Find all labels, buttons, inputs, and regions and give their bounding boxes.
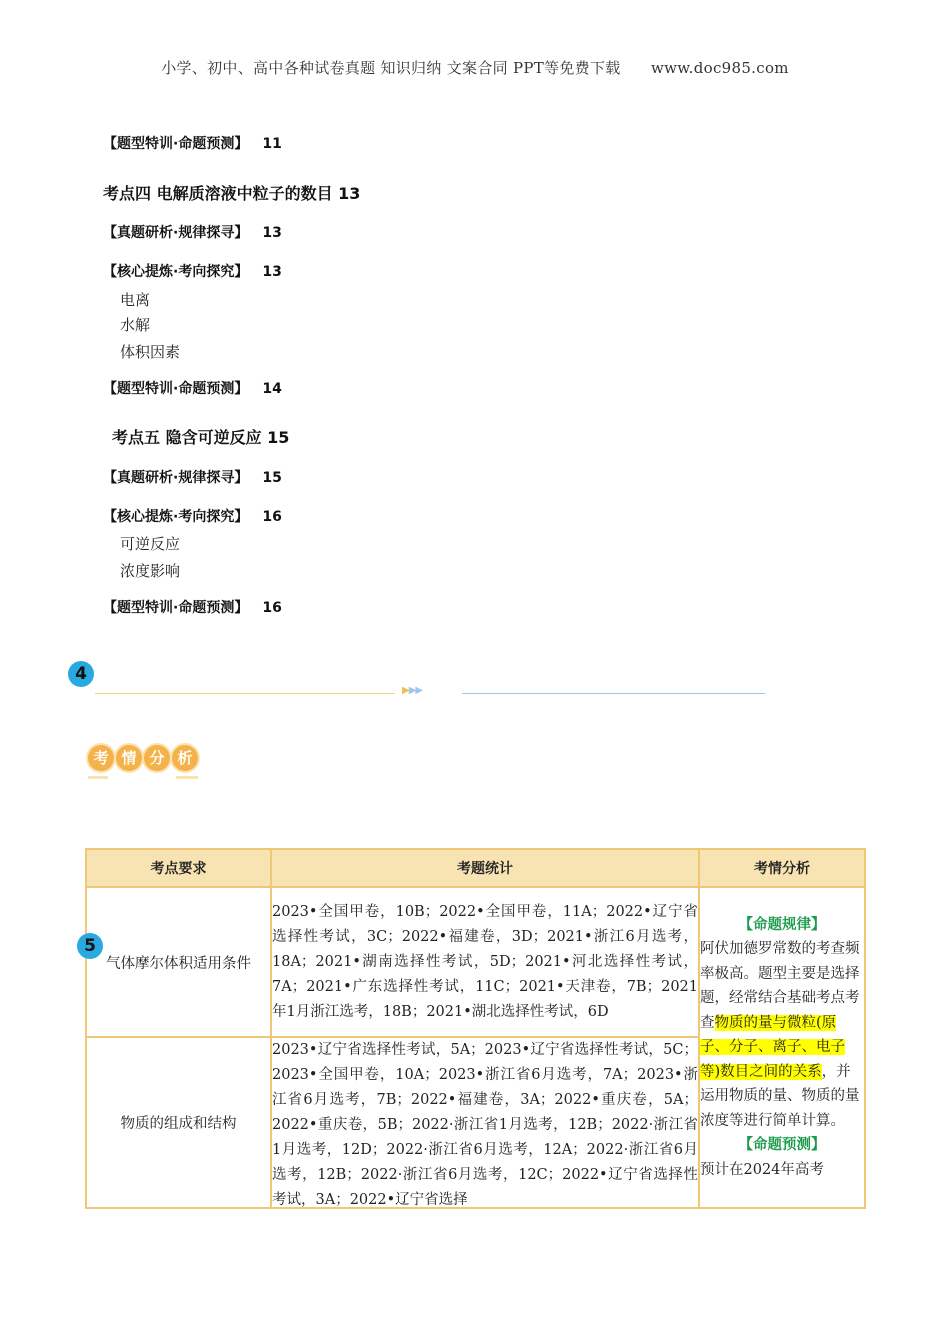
badge-char: 分	[144, 745, 170, 771]
toc-page: 16	[262, 600, 282, 616]
page-header	[0, 57, 950, 78]
toc-subitem[interactable]: 水解	[120, 316, 151, 334]
toc-item[interactable]	[103, 467, 282, 487]
toc-item[interactable]	[103, 506, 282, 526]
toc-item[interactable]	[103, 133, 282, 153]
toc-subitem[interactable]: 体积因素	[120, 343, 181, 361]
header-text: 小学、初中、高中各种试卷真题 知识归纳 文案合同 PPT等免费下载	[161, 59, 621, 77]
column-header: 考情分析	[699, 849, 865, 887]
badge-char: 析	[172, 745, 198, 771]
toc-section-label: 考点五 隐含可逆反应	[112, 428, 262, 447]
toc-item[interactable]	[103, 597, 282, 617]
toc-subitem[interactable]: 电离	[120, 291, 151, 309]
stats-text: 2023•辽宁省选择性考试，5A；2023•辽宁省选择性考试，5C；2023•全国甲卷，10A；2023•浙江省6月选考，7A；2023•浙江省6月选考，7B；2022•福建卷，3A；2022•重庆卷，5A；2022•重庆卷，5B；2022·浙江省1月选考，12B；2022·浙江省1月选考，12D；2022·浙江省6月选考，12A；2022·浙江省6月选考，12B；2022·浙江省6月选考，12C；2022•辽宁省选择性考试，3A；2022•辽宁省选择	[272, 1042, 698, 1207]
toc-page: 16	[262, 509, 282, 525]
toc-label: 【题型特训·命题预测】	[103, 600, 249, 616]
stats-cell	[271, 1037, 699, 1208]
toc-label: 【题型特训·命题预测】	[103, 136, 249, 152]
toc-section-4[interactable]	[103, 181, 360, 204]
section-badge	[88, 745, 198, 775]
divider-right	[462, 693, 765, 694]
toc-label: 【真题研析·规律探寻】	[103, 225, 249, 241]
badge-char: 情	[116, 745, 142, 771]
toc-item[interactable]	[103, 222, 282, 242]
predict-text: 预计在2024年高考	[700, 1161, 824, 1178]
toc-page: 15	[262, 470, 282, 486]
toc-page: 13	[262, 225, 282, 241]
table-header-row	[86, 849, 865, 887]
toc-subitem[interactable]: 可逆反应	[120, 535, 181, 553]
toc-label: 【真题研析·规律探寻】	[103, 470, 249, 486]
toc-section-5[interactable]	[112, 425, 289, 448]
divider-left	[95, 693, 395, 694]
stats-cell: 2023•全国甲卷，10B；2022•全国甲卷，11A；2022•辽宁省选择性考试，3C；2022•福建卷，3D；2021•浙江6月选考，18A；2021•湖南选择性考试，5D；2021•河北选择性考试，7A；2021•广东选择性考试，11C；2021•天津卷，7B；2021年1月浙江选考，18B；2021•湖北选择性考试，6D	[271, 887, 699, 1037]
badge-char: 考	[88, 745, 114, 771]
predict-heading: 【命题预测】	[738, 1137, 826, 1154]
column-header: 考题统计	[271, 849, 699, 887]
toc-page: 13	[338, 184, 361, 203]
toc-page: 14	[262, 381, 282, 397]
analysis-table	[85, 848, 866, 1209]
toc-page: 13	[262, 264, 282, 280]
toc-item[interactable]	[103, 378, 282, 398]
toc-label: 【核心提炼·考向探究】	[103, 509, 249, 525]
toc-section-label: 考点四 电解质溶液中粒子的数目	[103, 184, 333, 203]
toc-page: 15	[267, 428, 290, 447]
header-url[interactable]: www.doc985.com	[651, 59, 789, 77]
badge-underline	[88, 776, 198, 779]
marker-4: 4	[68, 661, 94, 687]
rule-text: 阿伏加德罗常数的考查频率极高。题型主要是选择题，经常结合基础考点考查物质的量与微粒(原子、分子、离子、电子等)数目之间的关系，并运用物质的量、物质的量浓度等进行简单计算。	[700, 941, 860, 1129]
requirement-cell: 物质的组成和结构	[86, 1037, 271, 1208]
toc-page: 11	[262, 136, 282, 152]
toc-label: 【核心提炼·考向探究】	[103, 264, 249, 280]
requirement-cell: 气体摩尔体积适用条件	[86, 887, 271, 1037]
arrows-icon: ▶▶▶	[402, 685, 423, 696]
table-row	[86, 887, 865, 1037]
highlighted-text: 物质的量与微粒(原子、分子、离子、电子等)数目之间的关系	[700, 1014, 845, 1080]
toc-item[interactable]	[103, 261, 282, 281]
rule-heading: 【命题规律】	[738, 916, 826, 933]
marker-5: 5	[77, 933, 103, 959]
toc-label: 【题型特训·命题预测】	[103, 381, 249, 397]
analysis-cell	[699, 887, 865, 1208]
column-header: 考点要求	[86, 849, 271, 887]
toc-subitem[interactable]: 浓度影响	[120, 562, 181, 580]
